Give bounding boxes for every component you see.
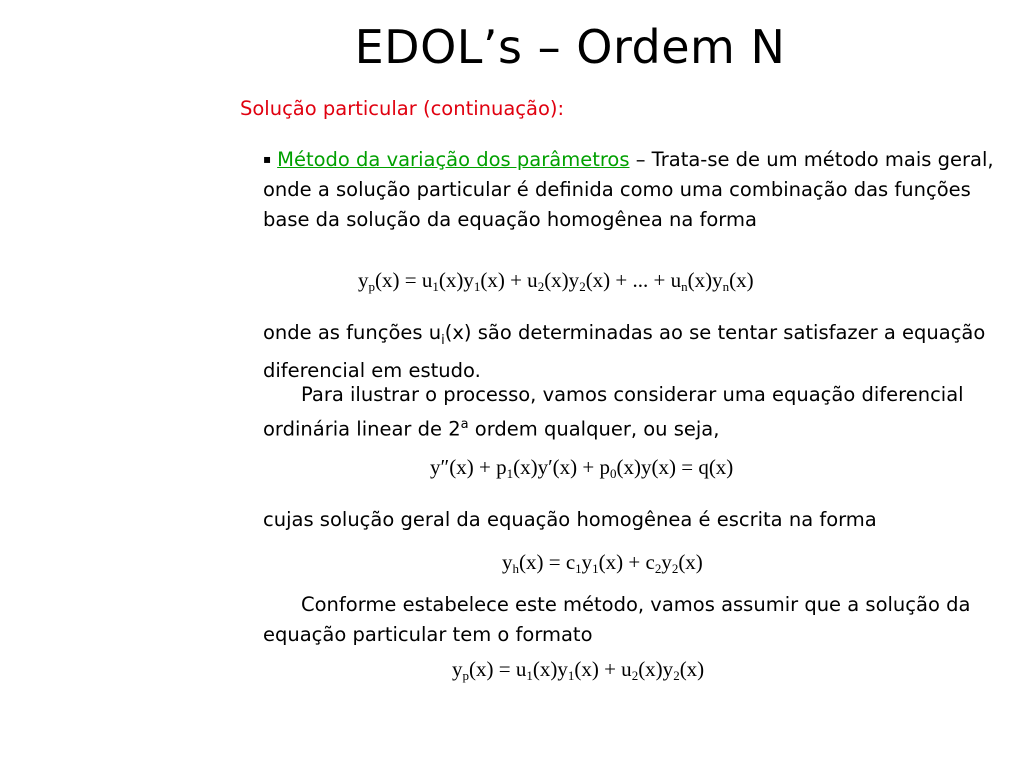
section-subtitle: Solução particular (continuação): [240, 97, 565, 120]
slide-title: EDOL’s – Ordem N [354, 20, 786, 74]
illustrate-paragraph: Para ilustrar o processo, vamos considerar uma equação diferencial ordinária linear de 2$^a$ ordem qualquer, ou seja, [263, 383, 964, 441]
equation-yp-general: $y_p(x) = u_1(x)y_1(x) + u_2(x)y_2(x)$ + ... + $u_n(x)y_n(x)$ [358, 268, 754, 294]
method-assumption-paragraph: Conforme estabelece este método, vamos assumir que a solução da equação particular tem o formato [263, 593, 971, 646]
homogeneous-paragraph: cujas solução geral da equação homogênea é escrita na forma [263, 508, 877, 531]
bullet-text: – Trata-se de um método mais geral, onde a solução particular é definida como uma combinação das funções base da solução da equação homogênea na forma [263, 148, 994, 231]
functions-paragraph: onde as funções $u_i(x)$ são determinadas ao se tentar satisfazer a equação diferencial em estudo. [263, 321, 986, 382]
bullet-marker: ▪ [263, 152, 272, 166]
method-link[interactable]: Método da variação dos parâmetros [277, 148, 630, 171]
equation-ode: $y''(x) + p_1(x)y'(x) + p_0(x)y(x) = q(x)$ [430, 455, 734, 481]
bullet-paragraph [263, 144, 1023, 235]
equation-yh: $y_h(x) = c_1y_1(x) + c_2y_2(x)$ [502, 550, 703, 576]
equation-yp-second-order: $y_p(x) = u_1(x)y_1(x) + u_2(x)y_2(x)$ [452, 657, 705, 683]
